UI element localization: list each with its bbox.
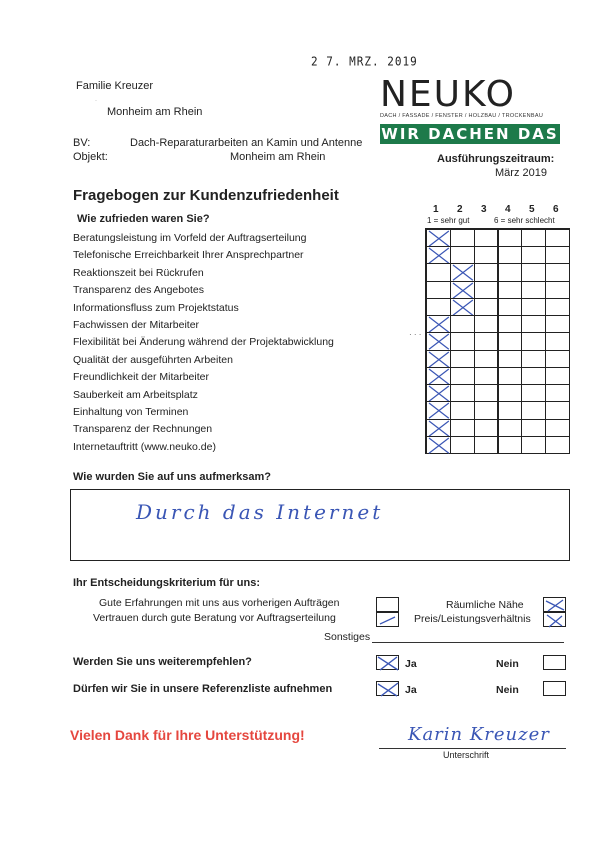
rating-cell[interactable]: [474, 384, 499, 402]
criteria-other-label: Sonstiges: [324, 631, 371, 643]
reference-question: Dürfen wir Sie in unsere Referenzliste aufnehmen: [73, 683, 333, 695]
survey-row-label: Beratungsleistung im Vorfeld der Auftragserteilung: [73, 232, 307, 244]
cross-mark-icon: [544, 613, 567, 628]
rating-cell[interactable]: [450, 350, 475, 368]
criteria-proximity-label: Räumliche Nähe: [446, 599, 524, 611]
survey-question: Wie zufrieden waren Sie?: [77, 213, 210, 225]
rating-cell[interactable]: [545, 246, 570, 264]
rating-cell[interactable]: [450, 367, 475, 385]
rating-cell[interactable]: [498, 367, 523, 385]
rating-cell[interactable]: [498, 419, 523, 437]
survey-row-label: Flexibilität bei Änderung während der Projektabwicklung: [73, 336, 334, 349]
rating-cell[interactable]: [498, 281, 523, 299]
rating-cell[interactable]: [426, 298, 451, 316]
rating-cell[interactable]: [474, 281, 499, 299]
attention-answer: Durch das Internet: [136, 500, 384, 524]
rating-cell[interactable]: [450, 281, 475, 299]
rating-cell[interactable]: [426, 367, 451, 385]
rating-cell[interactable]: [450, 315, 475, 333]
recommend-no-label: Nein: [496, 658, 519, 670]
rating-cell[interactable]: [450, 384, 475, 402]
customer-city: Monheim am Rhein: [107, 106, 203, 118]
attention-question: Wie wurden Sie auf uns aufmerksam?: [73, 471, 271, 483]
rating-cell[interactable]: [545, 350, 570, 368]
signature: Karin Kreuzer: [408, 724, 550, 745]
rating-cell[interactable]: [426, 229, 451, 247]
scale-number: 3: [481, 204, 487, 215]
cross-mark-icon: [427, 230, 451, 247]
rating-cell[interactable]: [426, 246, 451, 264]
criteria-advice-checkbox[interactable]: [376, 612, 399, 627]
recommend-question: Werden Sie uns weiterempfehlen?: [73, 656, 252, 668]
rating-cell[interactable]: [545, 281, 570, 299]
criteria-other-line[interactable]: [372, 642, 564, 643]
rating-cell[interactable]: [545, 298, 570, 316]
rating-cell[interactable]: [545, 332, 570, 350]
cross-mark-icon: [427, 420, 451, 437]
rating-cell[interactable]: [426, 315, 451, 333]
rating-cell[interactable]: [498, 401, 523, 419]
scale-number: 6: [553, 204, 559, 215]
criteria-advice-label: Vertrauen durch gute Beratung vor Auftragserteilung: [93, 612, 336, 624]
rating-cell[interactable]: [521, 401, 546, 419]
company-logo: [380, 74, 560, 144]
rating-cell[interactable]: [521, 332, 546, 350]
scale-number: 5: [529, 204, 535, 215]
rating-cell[interactable]: [474, 229, 499, 247]
criteria-price-label: Preis/Leistungsverhältnis: [414, 613, 531, 625]
rating-cell[interactable]: [450, 332, 475, 350]
rating-cell[interactable]: [426, 436, 451, 454]
rating-cell[interactable]: [545, 436, 570, 454]
scale-number: 1: [433, 204, 439, 215]
logo-wordmark: NEUKO: [380, 74, 516, 115]
cross-mark-icon: [427, 316, 451, 333]
rating-cell[interactable]: [521, 419, 546, 437]
rating-cell[interactable]: [545, 315, 570, 333]
cross-mark-icon: [427, 247, 451, 264]
scale-number: 4: [505, 204, 511, 215]
rating-cell[interactable]: [474, 401, 499, 419]
rating-cell[interactable]: [545, 401, 570, 419]
rating-cell[interactable]: [498, 315, 523, 333]
rating-cell[interactable]: [498, 298, 523, 316]
survey-row-label: Freundlichkeit der Mitarbeiter: [73, 371, 209, 384]
reference-no-checkbox[interactable]: [543, 681, 566, 696]
reference-yes-label: Ja: [405, 684, 417, 696]
rating-cell[interactable]: [474, 246, 499, 264]
rating-cell[interactable]: [545, 367, 570, 385]
recommend-no-checkbox[interactable]: [543, 655, 566, 670]
rating-cell[interactable]: [450, 419, 475, 437]
survey-row-label: Fachwissen der Mitarbeiter: [73, 319, 200, 331]
objekt-label: Objekt:: [73, 151, 108, 163]
cross-mark-icon: [451, 299, 475, 316]
customer-name: Familie Kreuzer: [76, 80, 154, 92]
rating-cell[interactable]: [498, 384, 523, 402]
rating-cell[interactable]: [498, 263, 523, 281]
rating-cell[interactable]: [474, 332, 499, 350]
rating-cell[interactable]: [521, 367, 546, 385]
survey-row-label: Qualität der ausgeführten Arbeiten: [73, 353, 233, 366]
rating-cell[interactable]: [498, 436, 523, 454]
rating-cell[interactable]: [426, 384, 451, 402]
scale-worst-label: 6 = sehr schlecht: [494, 216, 555, 225]
scale-best-label: 1 = sehr gut: [427, 216, 470, 225]
criteria-experience-checkbox[interactable]: [376, 597, 399, 612]
survey-row-label: Transparenz des Angebotes: [73, 284, 204, 297]
rating-cell[interactable]: [521, 263, 546, 281]
rating-cell[interactable]: [426, 263, 451, 281]
rating-cell[interactable]: [521, 281, 546, 299]
rating-cell[interactable]: [426, 419, 451, 437]
received-date-stamp: 2 7. MRZ. 2019: [311, 54, 418, 69]
rating-cell[interactable]: [426, 350, 451, 368]
logo-services: DACH / FASSADE / FENSTER / HOLZBAU / TROCKENBAU: [380, 113, 544, 119]
rating-cell[interactable]: [474, 315, 499, 333]
logo-slogan: WIR DACHEN DAS: [381, 125, 559, 143]
criteria-experience-label: Gute Erfahrungen mit uns aus vorherigen Aufträgen: [99, 597, 340, 609]
cross-mark-icon: [451, 282, 475, 299]
rating-cell[interactable]: [450, 263, 475, 281]
rating-cell[interactable]: [545, 419, 570, 437]
survey-row-label: Einhaltung von Terminen: [73, 406, 189, 418]
rating-cell[interactable]: [426, 281, 451, 299]
recommend-yes-checkbox[interactable]: [376, 655, 399, 670]
criteria-heading: Ihr Entscheidungskriterium für uns:: [73, 577, 261, 589]
objekt-value: Monheim am Rhein: [230, 151, 326, 163]
address-mark: ·: [95, 98, 97, 104]
rating-cell[interactable]: [521, 246, 546, 264]
criteria-price-checkbox[interactable]: [543, 612, 566, 627]
bv-value: Dach-Reparaturarbeiten an Kamin und Antenne: [130, 137, 363, 149]
rating-cell[interactable]: [450, 246, 475, 264]
survey-row-label: Transparenz der Rechnungen: [73, 423, 213, 436]
rating-cell[interactable]: [426, 332, 451, 350]
rating-cell[interactable]: [545, 263, 570, 281]
rating-cell[interactable]: [450, 229, 475, 247]
reference-no-label: Nein: [496, 684, 519, 696]
cross-mark-icon: [377, 656, 400, 671]
margin-dots: · · ·: [409, 330, 422, 339]
check-mark-icon: [377, 613, 400, 628]
cross-mark-icon: [377, 682, 400, 697]
survey-row-label: Sauberkeit am Arbeitsplatz: [73, 388, 198, 401]
rating-cell[interactable]: [474, 298, 499, 316]
rating-cell[interactable]: [474, 350, 499, 368]
survey-row-label: Informationsfluss zum Projektstatus: [73, 301, 239, 314]
survey-title: Fragebogen zur Kundenzufriedenheit: [73, 187, 339, 204]
rating-cell[interactable]: [498, 350, 523, 368]
rating-cell[interactable]: [521, 384, 546, 402]
bv-label: BV:: [73, 137, 91, 149]
cross-mark-icon: [427, 437, 451, 454]
criteria-proximity-checkbox[interactable]: [543, 597, 566, 612]
survey-row-label: Telefonische Erreichbarkeit Ihrer Ansprechpartner: [73, 249, 304, 262]
thank-you-message: Vielen Dank für Ihre Unterstützung!: [70, 727, 305, 743]
rating-cell[interactable]: [474, 367, 499, 385]
cross-mark-icon: [427, 368, 451, 385]
cross-mark-icon: [427, 351, 451, 368]
rating-cell[interactable]: [521, 315, 546, 333]
rating-cell[interactable]: [426, 401, 451, 419]
attention-answer-box[interactable]: [70, 489, 570, 561]
cross-mark-icon: [451, 264, 475, 281]
recommend-yes-label: Ja: [405, 658, 417, 670]
reference-yes-checkbox[interactable]: [376, 681, 399, 696]
rating-cell[interactable]: [450, 401, 475, 419]
rating-cell[interactable]: [521, 436, 546, 454]
scale-number: 2: [457, 204, 463, 215]
cross-mark-icon: [427, 333, 451, 350]
rating-cell[interactable]: [474, 436, 499, 454]
period-label: Ausführungszeitraum:: [437, 153, 555, 165]
rating-cell[interactable]: [474, 263, 499, 281]
rating-cell[interactable]: [474, 419, 499, 437]
rating-cell[interactable]: [521, 229, 546, 247]
rating-cell[interactable]: [545, 384, 570, 402]
rating-grid: [425, 228, 570, 454]
survey-row-label: Internetauftritt (www.neuko.de): [73, 440, 216, 453]
signature-line[interactable]: [379, 748, 566, 749]
rating-cell[interactable]: [450, 298, 475, 316]
cross-mark-icon: [427, 402, 451, 419]
cross-mark-icon: [544, 598, 567, 613]
rating-cell[interactable]: [498, 246, 523, 264]
period-value: März 2019: [495, 167, 547, 179]
rating-cell[interactable]: [498, 229, 523, 247]
signature-label: Unterschrift: [443, 750, 490, 760]
rating-cell[interactable]: [545, 229, 570, 247]
survey-row-label: Reaktionszeit bei Rückrufen: [73, 266, 204, 279]
rating-cell[interactable]: [521, 298, 546, 316]
rating-cell[interactable]: [450, 436, 475, 454]
cross-mark-icon: [427, 385, 451, 402]
rating-cell[interactable]: [498, 332, 523, 350]
rating-cell[interactable]: [521, 350, 546, 368]
